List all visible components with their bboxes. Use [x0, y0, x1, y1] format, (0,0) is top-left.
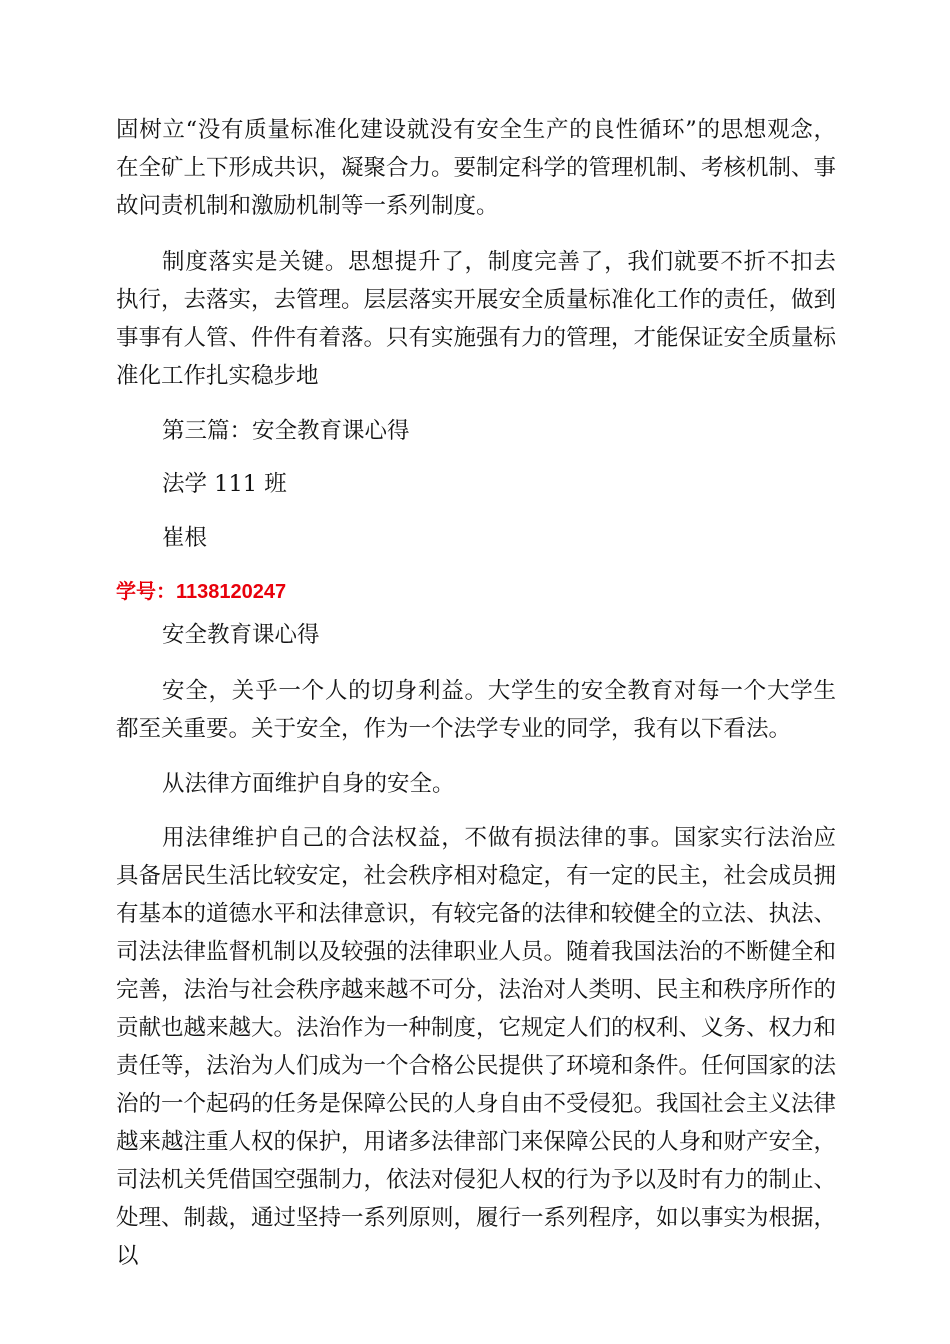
essay-title: 安全教育课心得 — [162, 622, 320, 648]
student-id: 学号：1138120247 — [116, 581, 287, 603]
section-heading-legal-protection: 从法律方面维护自身的安全。 — [162, 771, 455, 797]
paragraph-introduction: 安全，关乎一个人的切身利益。大学生的安全教育对每一个大学生都至关重要。关于安全，作为一个法学专业的同学，我有以下看法。 — [116, 678, 836, 742]
paragraph-rule-of-law: 用法律维护自己的合法权益，不做有损法律的事。国家实行法治应具备居民生活比较安定，社会秩序相对稳定，有一定的民主，社会成员拥有基本的道德水平和法律意识，有较完备的法律和较健全的立法、执法、司法法律监督机制以及较强的法律职业人员。随着我国法治的不断健全和完善，法治与社会秩序越来越不可分，法治对人类明、民主和秩序所作的贡献也越来越大。法治作为一种制度，它规定人们的权利、义务、权力和责任等，法治为人们成为一个合格公民提供了环境和条件。任何国家的法治的一个起码的任务是保障公民的人身自由不受侵犯。我国社会主义法律越来越注重人权的保护，用诸多法律部门来保障公民的人身和财产安全，司法机关凭借国空强制力，依法对侵犯人权的行为予以及时有力的制止、处理、制裁，通过坚持一系列原则，履行一系列程序，如以事实为根据，以 — [116, 825, 837, 1269]
paragraph-system-implementation: 制度落实是关键。思想提升了，制度完善了，我们就要不折不扣去执行，去落实，去管理。层层落实开展安全质量标准化工作的责任，做到事事有人管、件件有着落。只有实施强有力的管理，才能保证安全质量标准化工作扎实稳步地 — [116, 249, 837, 389]
class-name: 法学 111 班 — [162, 471, 287, 497]
article-heading: 第三篇：安全教育课心得 — [162, 418, 410, 444]
paragraph-continuation-standardization: 固树立“没有质量标准化建设就没有安全生产的良性循环”的思想观念，在全矿上下形成共识，凝聚合力。要制定科学的管理机制、考核机制、事故问责机制和激励机制等一系列制度。 — [116, 117, 837, 219]
author-name: 崔根 — [162, 525, 208, 551]
